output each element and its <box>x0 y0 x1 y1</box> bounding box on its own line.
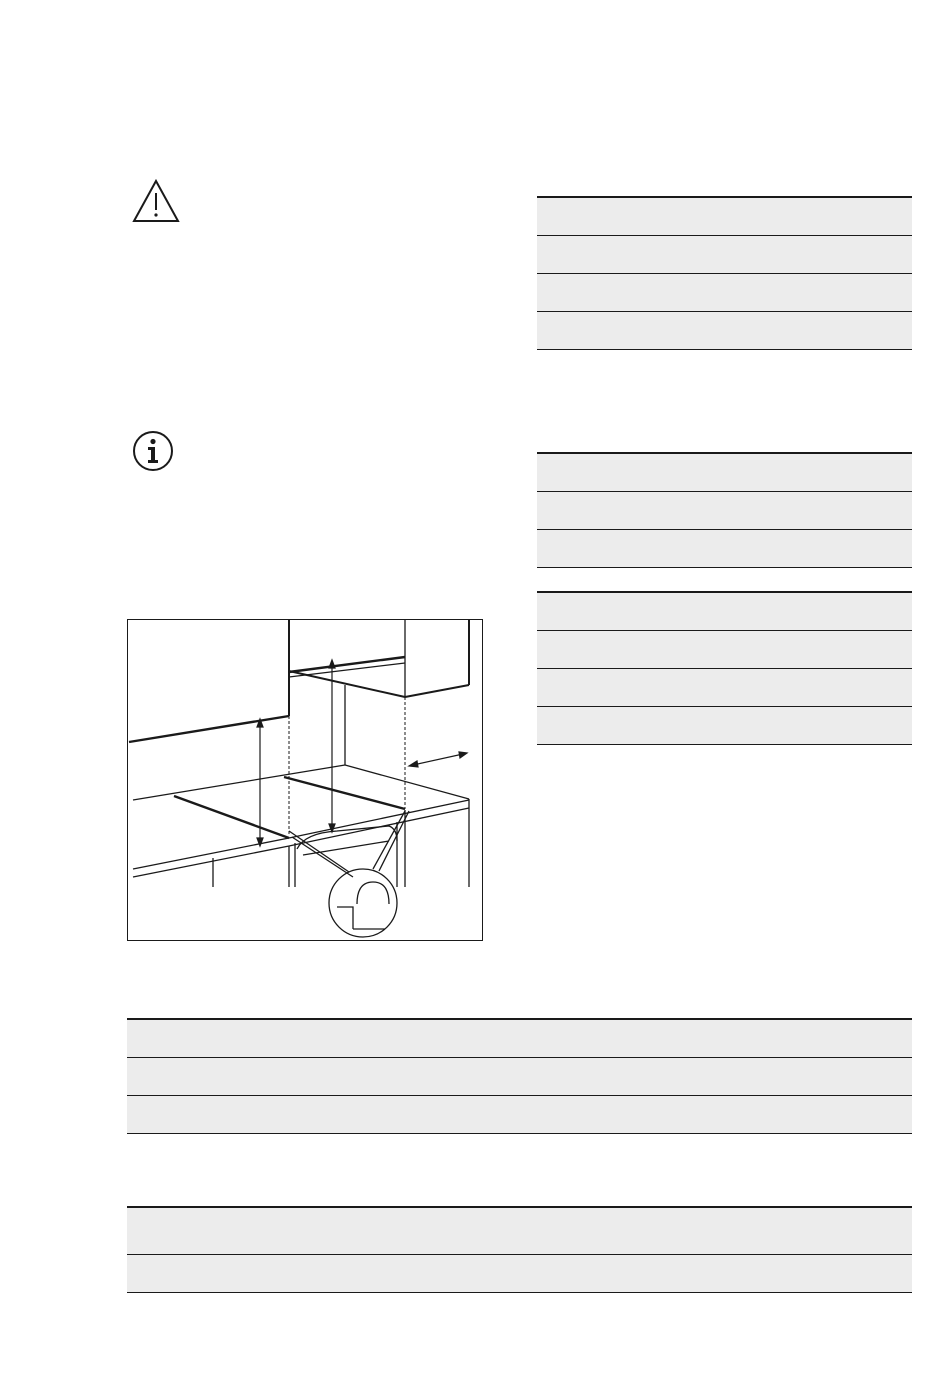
warning-triangle-icon <box>131 178 181 224</box>
table-row <box>537 530 912 568</box>
right-table-lower <box>537 591 912 745</box>
bottom-table-a <box>127 1018 912 1134</box>
table-row <box>537 198 912 236</box>
bottom-table-b <box>127 1206 912 1293</box>
table-row <box>537 274 912 312</box>
table-row <box>537 454 912 492</box>
table-row <box>127 1058 912 1096</box>
table-row <box>537 593 912 631</box>
right-table-middle <box>537 452 912 568</box>
right-table-top <box>537 196 912 350</box>
installation-diagram <box>127 619 483 941</box>
table-row <box>537 707 912 745</box>
table-row <box>537 492 912 530</box>
table-row <box>127 1208 912 1255</box>
information-icon <box>131 429 175 473</box>
table-row <box>537 669 912 707</box>
table-row <box>537 631 912 669</box>
table-row <box>537 312 912 350</box>
table-row <box>537 236 912 274</box>
table-row <box>127 1096 912 1134</box>
table-row <box>127 1255 912 1293</box>
table-row <box>127 1020 912 1058</box>
